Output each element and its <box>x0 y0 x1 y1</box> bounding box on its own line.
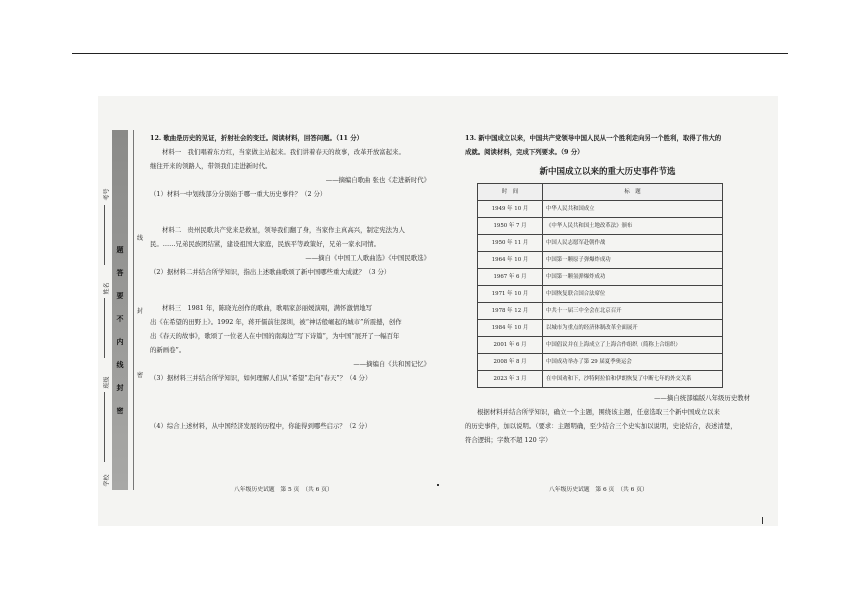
cell-time: 1971 年 10 月 <box>478 286 543 303</box>
cell-event: 中国人民志愿军赴朝作战 <box>543 235 723 252</box>
seat-number-label: 考号 <box>103 188 111 201</box>
cell-time: 1978 年 12 月 <box>478 303 543 320</box>
instruction-cont2: 符合逻辑；字数不超 120 字） <box>465 436 552 444</box>
cell-time: 2023 年 3 月 <box>478 371 543 388</box>
q13-title-cont: 成就。阅读材料，完成下列要求。（9 分） <box>465 148 584 156</box>
page-6 <box>465 131 750 447</box>
table-title: 新中国成立以来的重大历史事件节选 <box>539 167 676 177</box>
cell-event: 中国倡议并在上海成立了上海合作组织（简称上合组织） <box>543 337 723 354</box>
material-2: 材料二 贵州民歌共产党来是救星，领导我们翻了身，当家作主真高兴，制定宪法为人 <box>162 226 405 234</box>
table-row <box>478 337 723 354</box>
binding-char: 答 <box>116 268 124 277</box>
cell-event: 中国恢复联合国合法席位 <box>543 286 723 303</box>
cell-time: 1967 年 6 月 <box>478 269 543 286</box>
binding-char: 要 <box>116 291 124 300</box>
binding-warning <box>112 238 128 422</box>
footer-page-5: 八年级历史试题 第 5 页 （共 6 页） <box>234 487 333 493</box>
scan-dot <box>437 484 439 486</box>
cell-time: 1964 年 10 月 <box>478 252 543 269</box>
binding-char: 内 <box>116 337 124 346</box>
cell-time: 2001 年 6 月 <box>478 337 543 354</box>
cell-time: 1950 年 7 月 <box>478 218 543 235</box>
events-table <box>477 183 723 388</box>
table-source: ——摘自统部编版八年级历史教材 <box>654 394 750 402</box>
col-header-time: 时 间 <box>478 184 543 201</box>
school-label: 学校 <box>103 474 111 487</box>
material-3: 材料三 1981 年，陈晓光创作的歌曲，歌唱家彭丽媛演唱，满怀激情地写 <box>162 304 373 312</box>
table-row <box>478 371 723 388</box>
material-1-source: ——摘编自歌曲 张也《走进新时代》 <box>325 176 430 184</box>
cell-time: 1950 年 11 月 <box>478 235 543 252</box>
table-row <box>478 218 723 235</box>
col-header-event: 标 题 <box>543 184 723 201</box>
cell-event: 《中华人民共和国土地改革法》颁布 <box>543 218 723 235</box>
table-row <box>478 354 723 371</box>
cell-event: 中国第一颗原子弹爆炸成功 <box>543 252 723 269</box>
table-row <box>478 201 723 218</box>
binding-char: 封 <box>116 383 124 392</box>
question-1: （1）材料一中划线部分分别始于哪一重大历史事件？（2 分） <box>150 190 327 198</box>
binding-mark-line: 线 <box>137 235 144 242</box>
material-2-cont: 民。……兄弟民族团结紧，建设祖国大家庭，民族平等政策好，兄弟一家永同情。 <box>150 240 381 248</box>
material-3-source: ——摘编自《共和国记忆》 <box>353 360 430 368</box>
binding-mark-seal: 封 <box>137 308 144 315</box>
top-rule <box>72 53 788 54</box>
table-row <box>478 286 723 303</box>
material-1: 材料一 我们唱着东方红，当家做主站起来。我们讲着春天的故事，改革开放富起来。 <box>162 148 405 156</box>
cell-event: 以城市为重点的经济体制改革全面展开 <box>543 320 723 337</box>
material-3-cont3: 的新画卷”。 <box>150 346 186 354</box>
page-5 <box>150 131 430 433</box>
material-1-cont: 继往开来的领路人，带领我们走进新时代。 <box>150 162 272 170</box>
name-line <box>104 298 105 358</box>
question-3: （3）据材料三并结合所学知识，如何理解人们从“希望”走向“春天”？（4 分） <box>150 374 372 382</box>
table-row <box>478 320 723 337</box>
binding-mark-secret: 密 <box>137 372 144 379</box>
table-row <box>478 303 723 320</box>
q12-title: 12. 歌曲是历史的见证，折射社会的变迁。阅读材料，回答问题。（11 分） <box>150 134 363 142</box>
cell-time: 2008 年 8 月 <box>478 354 543 371</box>
table-header-row <box>478 184 723 201</box>
cell-event: 中华人民共和国成立 <box>543 201 723 218</box>
binding-line <box>133 130 134 490</box>
class-label: 班级 <box>103 376 111 389</box>
table-row <box>478 252 723 269</box>
material-3-cont2: 出《春天的故事》，歌颂了一位老人在中国的南海边“写下诗篇”，为中国“展开了一幅百年 <box>150 332 400 340</box>
cell-event: 中国成功举办了第 29 届夏季奥运会 <box>543 354 723 371</box>
instruction-cont: 的历史事件，加以说明。（要求：主题明确，至少结合三个史实加以说明，史论结合，表述清楚， <box>465 422 737 430</box>
name-label: 姓名 <box>103 282 111 295</box>
binding-char: 不 <box>116 314 124 323</box>
table-row <box>478 235 723 252</box>
instruction: 根据材料并结合所学知识，确立一个主题，围绕该主题，任意选取三个新中国成立以来 <box>477 408 720 416</box>
cell-time: 1949 年 10 月 <box>478 201 543 218</box>
cell-event: 中国第一颗氢弹爆炸成功 <box>543 269 723 286</box>
cell-event: 中共十一届三中全会在北京召开 <box>543 303 723 320</box>
cell-time: 1984 年 10 月 <box>478 320 543 337</box>
binding-char: 题 <box>116 245 124 254</box>
binding-char: 线 <box>116 360 124 369</box>
question-2: （2）据材料二并结合所学知识，指出上述歌曲歌颂了新中国哪些重大成就？（3 分） <box>150 268 391 276</box>
material-2-source: ——摘自《中国工人歌曲选》《中国民歌选》 <box>305 254 430 262</box>
cell-event: 在中国劝和下，沙特阿拉伯和伊朗恢复了中断七年的外交关系 <box>543 371 723 388</box>
footer-page-6: 八年级历史试题 第 6 页 （共 6 页） <box>549 487 648 493</box>
scan-tick <box>762 517 763 524</box>
class-line <box>104 392 105 462</box>
table-row <box>478 269 723 286</box>
binding-char: 密 <box>116 406 124 415</box>
seat-number-line <box>104 205 105 265</box>
question-4: （4）综合上述材料，从中国经济发展的历程中，你能得到哪些启示？（2 分） <box>150 422 372 430</box>
material-3-cont: 出《在希望的田野上》。1992 年，蒋开儒前往深圳，被“神话般崛起的城市”所震撼，创作 <box>150 318 402 326</box>
q13-title: 13. 新中国成立以来，中国共产党领导中国人民从一个胜利走向另一个胜利，取得了伟大的 <box>465 134 722 142</box>
